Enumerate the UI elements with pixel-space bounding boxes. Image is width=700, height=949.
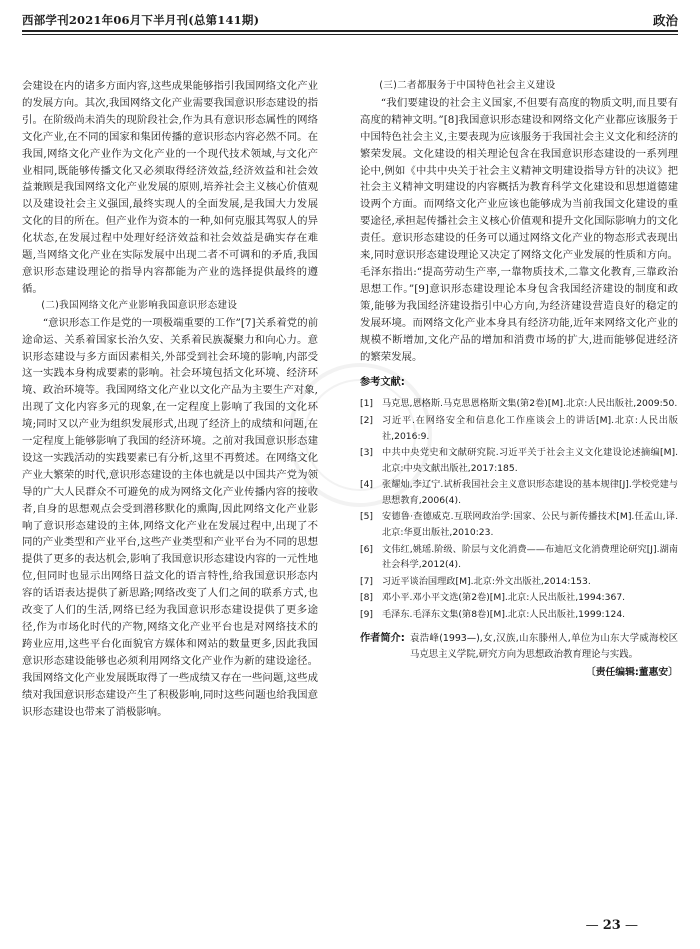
paragraph: 会建设在内的诸多方面内容,这些成果能够指引我国网络文化产业的发展方向。其次,我国网络文化产业需要我国意识形态建设的指引。在阶级尚未消失的现阶段社会,作为具有意识形态属性的网络文化产业,在不同的国家和集团传播的意识形态内容必然不同。在我国,网络文化产业作为文化产业的一个现代技术领域,与文化产业相同,既能够传播文化又必须取得经济效益,经济效益和社会效益兼顾是我国网络文化产业发展的原则,培养社会主义核心价值观以及建设社会主义强国,最终实现人的全面发展,是我国大力发展文化的目的所在。但产业作为资本的一种,如何克服其驾驭人的异化状态,在发展过程中处理好经济效益和社会效益是确实存在难题,当网络文化产业在实际发展中出现二者不可调和的矛盾,我国意识形态建设理论的指导内容都能为产业的选择提供最终的遵循。 bbox=[22, 80, 318, 295]
reference-item: [8] 邓小平.邓小平文选(第2卷)[M].北京:人民出版社,1994:367. bbox=[360, 592, 626, 604]
responsible-editor: 〔责任编辑:董惠安〕 bbox=[585, 666, 678, 678]
reference-item: [9] 毛泽东.毛泽东文集(第8卷)[M].北京:人民出版社,1999:124. bbox=[360, 609, 626, 621]
reference-item: [4] 张耀灿,李辽宁.试析我国社会主义意识形态建设的基本规律[J].学校党建与思想教育,2006(4). bbox=[360, 479, 678, 506]
journal-issue-line bbox=[22, 12, 259, 28]
page-number: — 23 — bbox=[585, 918, 638, 933]
paragraph: “意识形态工作是党的一项极端重要的工作”[7]关系着党的前途命运、关系着国家长治久安、关系着民族凝聚力和向心力。意识形态建设与多方面因素相关,外部受到社会环境的影响,内部受这一实践本身构成要素的影响。社会环境包括文化环境、经济环境、政治环境等。我国网络文化产业以文化产品为主要生产对象,出现了文化内容多元的现象,在一定程度上影响了我国的文化环境;同时又以产业为组织发展形式,出现了经济上的成绩和问题,在一定程度上能够影响了我国的经济环境。之前对我国意识形态建设这一实践活动的实践要素已有分析,这里不再赘述。在网络文化产业大繁荣的时代,意识形态建设的主体也就是以中国共产党为领导的广大人民群众不可避免的成为网络文化产业传播内容的接收者,自身的思想观点会受到潜移默化的熏陶,因此网络文化产业影响了意识形态建设的主体,网络文化产业在发展过程中,出现了不同的产业类型和产业平台,这些产业类型和产业平台为不同的思想提供了更多的表达机会,影响了我国意识形态建设内容的一元性地位,但同时也显示出网络日益文化的语言特性,给我国意识形态内容的话语表达提供了新思路;网络改变了人们之间的联系方式,也改变了人们的生活,网络已经为我国意识形态建设提供了更多途径,作为市场化时代的产物,网络文化产业平台也是对网络技术的跨业应用,这些平台化面貌官方媒体和网站的数量更多,因此我国意识形态建设能够也必须利用网络文化产业作为新的建设途径。我国网络文化产业发展既取得了一些成绩又存在一些问题,这些成绩对我国意识形态建设产生了积极影响,同时这些问题也给我国意识形态建设也带来了消极影响。 bbox=[22, 316, 318, 718]
author-text: 袁浩峰(1993—),女,汉族,山东滕州人,单位为山东大学威海校区马克思主义学院,研究方向为思想政治教育理论与实践。 bbox=[410, 632, 678, 660]
reference-item: [1] 马克思,恩格斯.马克思恩格斯文集(第2卷)[M].北京:人民出版社,2009:50. bbox=[360, 398, 678, 410]
section-heading: (二)我国网络文化产业影响我国意识形态建设 bbox=[41, 299, 238, 311]
section-label: 政治 bbox=[652, 13, 678, 28]
page-header bbox=[22, 8, 678, 32]
reference-item: [3] 中共中央党史和文献研究院.习近平关于社会主义文化建设论述摘编[M].北京:中央文献出版社,2017:185. bbox=[360, 447, 678, 474]
author-bio bbox=[360, 631, 678, 663]
reference-item: [5] 安德鲁·查德威克.互联网政治学:国家、公民与新传播技术[M].任孟山,译.北京:华夏出版社,2010:23. bbox=[360, 511, 678, 539]
journal-logo: 西部学刊 bbox=[22, 13, 69, 27]
author-label: 作者简介: bbox=[360, 632, 405, 644]
section-heading: (三)二者都服务于中国特色社会主义建设 bbox=[379, 80, 556, 91]
header-rule bbox=[22, 30, 678, 32]
right-column bbox=[360, 78, 678, 682]
left-column bbox=[22, 78, 318, 720]
reference-item: [7] 习近平谈治国理政[M].北京:外文出版社,2014:153. bbox=[360, 575, 591, 587]
references-heading: 参考文献: bbox=[360, 377, 405, 389]
paragraph: “我们要建设的社会主义国家,不但要有高度的物质文明,而且要有高度的精神文明。”[8]我国意识形态建设和网络文化产业都应该服务于中国特色社会主义,主要表现为应该服务于我国社会主义文化和经济的繁荣发展。文化建设的相关理论包含在我国意识形态建设的一系列理论中,例如《中共中央关于社会主义精神文明建设指导方针的决议》把社会主义精神文明建设的内容概括为教育科学文化建设和思想道德建设两个方面。而网络文化产业应该也能够成为当前我国文化建设的重要途径,承担起传播社会主义核心价值观和提升文化国际影响力的文化责任。意识形态建设的任务可以通过网络文化产业的物态形式表现出来,同时意识形态建设理论又决定了网络文化产业发展的性质和方向。毛泽东指出:“提高劳动生产率,一靠物质技术,二靠文化教育,三靠政治思想工作。”[9]意识形态建设理论本身包含我国经济建设的制度和政策,能够为我国经济建设指引中心方向,为经济建设营造良好的稳定的发展环境。而网络文化产业本身具有经济功能,近年来网络文化产业的规模不断增加,文化产品的增加和消费市场的扩大,进而能够促进经济的繁荣发展。 bbox=[360, 96, 678, 363]
reference-item: [6] 文伟红,姚瑶.阶级、阶层与文化消费——布迪厄文化消费理论研究[J].湖南社会科学,2012(4). bbox=[360, 543, 678, 571]
reference-item: [2] 习近平.在网络安全和信息化工作座谈会上的讲话[M].北京:人民出版社,2016:9. bbox=[360, 414, 678, 442]
issue-info: 2021年06月下半月刊(总第141期) bbox=[68, 13, 260, 27]
header-rule-thin bbox=[22, 34, 678, 35]
references-list bbox=[360, 396, 678, 622]
